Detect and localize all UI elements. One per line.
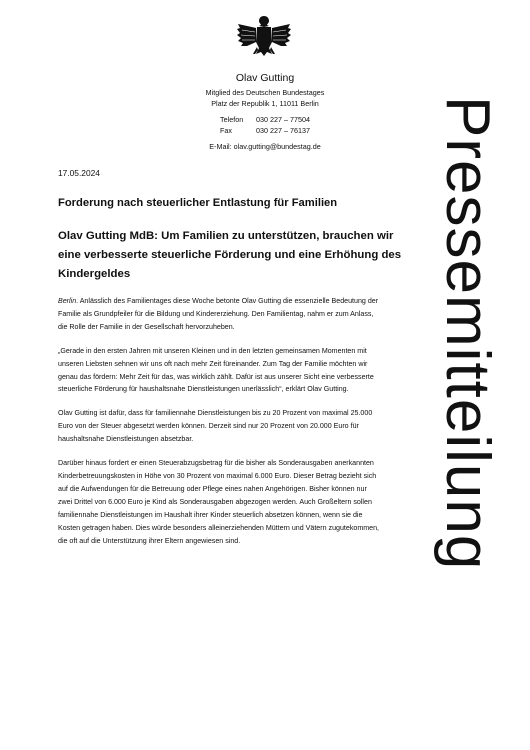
release-date: 17.05.2024 xyxy=(58,168,100,178)
phone-number: 030 227 – 77504 xyxy=(256,115,310,124)
vertical-title xyxy=(422,96,506,616)
headline: Forderung nach steuerlicher Entlastung für Familien xyxy=(58,197,338,209)
paragraph-1 xyxy=(58,295,380,334)
subheadline: Olav Gutting MdB: Um Familien zu unterstützen, brauchen wir eine verbesserte steuerliche Förderung und eine Erhöhung des Kindergeldes xyxy=(58,230,402,280)
pressemitteilung-title: Pressemitteilung xyxy=(433,96,502,571)
phone-line xyxy=(160,114,370,125)
email-address[interactable]: olav.gutting@bundestag.de xyxy=(233,142,321,151)
email-label: E-Mail: xyxy=(209,142,232,151)
bundestag-eagle-icon xyxy=(236,14,292,60)
author-address: Platz der Republik 1, 11011 Berlin xyxy=(211,99,319,108)
phone-label: Telefon xyxy=(220,115,244,124)
paragraph-2: „Gerade in den ersten Jahren mit unseren Kleinen und in den letzten gemeinsamen Momenten mit unseren Liebsten sehnen wir uns oft nach mehr Zeit füreinander. Zum Tag der Familie möchten wir genau das fördern: Mehr Zeit für das, was wirklich zählt. Dafür ist aus unserer Sicht eine verbesserte steuerliche Förderung für haushaltsnahe Dienstleistungen unerlässlich“, erklärt Olav Gutting. xyxy=(58,346,374,394)
fax-label: Fax xyxy=(220,126,232,135)
dateline: Berlin xyxy=(58,297,77,305)
paragraph-3: Olav Gutting ist dafür, dass für familiennahe Dienstleistungen bis zu 20 Prozent von maximal 25.000 Euro von der Steuer abgesetzt werden können. Derzeit sind nur 20 Prozent von 20.000 Euro für haushaltsnahe Dienstleistungen absetzbar. xyxy=(58,409,373,444)
paragraph-4: Darüber hinaus fordert er einen Steuerabzugsbetrag für die bisher als Sonderausgaben anerkannten Kinderbetreuungskosten in Höhe von 30 Prozent von maximal 6.000 Euro. Dieser Betrag bezieht sich auf die Aufwendungen für die Betreuung oder Pflege eines nahen Angehörigen. Bisher können nur zwei Drittel von 6.000 Euro je Kind als Sonderausgaben abgezogen werden. Auch Großeltern sollen familiennahe Dienstleistungen im Haushalt ihrer Kinder steuerlich absetzen können, wenn sie die Kosten getragen haben. Dies würde besonders alleinerziehenden Müttern und Vätern zugutekommen, die oft auf die Unterstützung ihrer Eltern angewiesen sind. xyxy=(58,459,379,545)
press-release-body xyxy=(58,295,380,558)
letterhead xyxy=(160,72,370,152)
fax-line xyxy=(160,125,370,136)
author-name: Olav Gutting xyxy=(235,72,295,84)
fax-number: 030 227 – 76137 xyxy=(256,126,310,135)
email-line xyxy=(160,141,370,152)
author-role: Mitglied des Deutschen Bundestages xyxy=(205,88,325,97)
paragraph-1-text: . Anlässlich des Familientages diese Woche betonte Olav Gutting die essenzielle Bedeutung der Familie als Grundpfeiler für die Bildung und Kindererziehung. Den Familientag, nahm er zum Anlass, die Rolle der Familie in der Gesellschaft hervorzuheben. xyxy=(58,297,379,331)
